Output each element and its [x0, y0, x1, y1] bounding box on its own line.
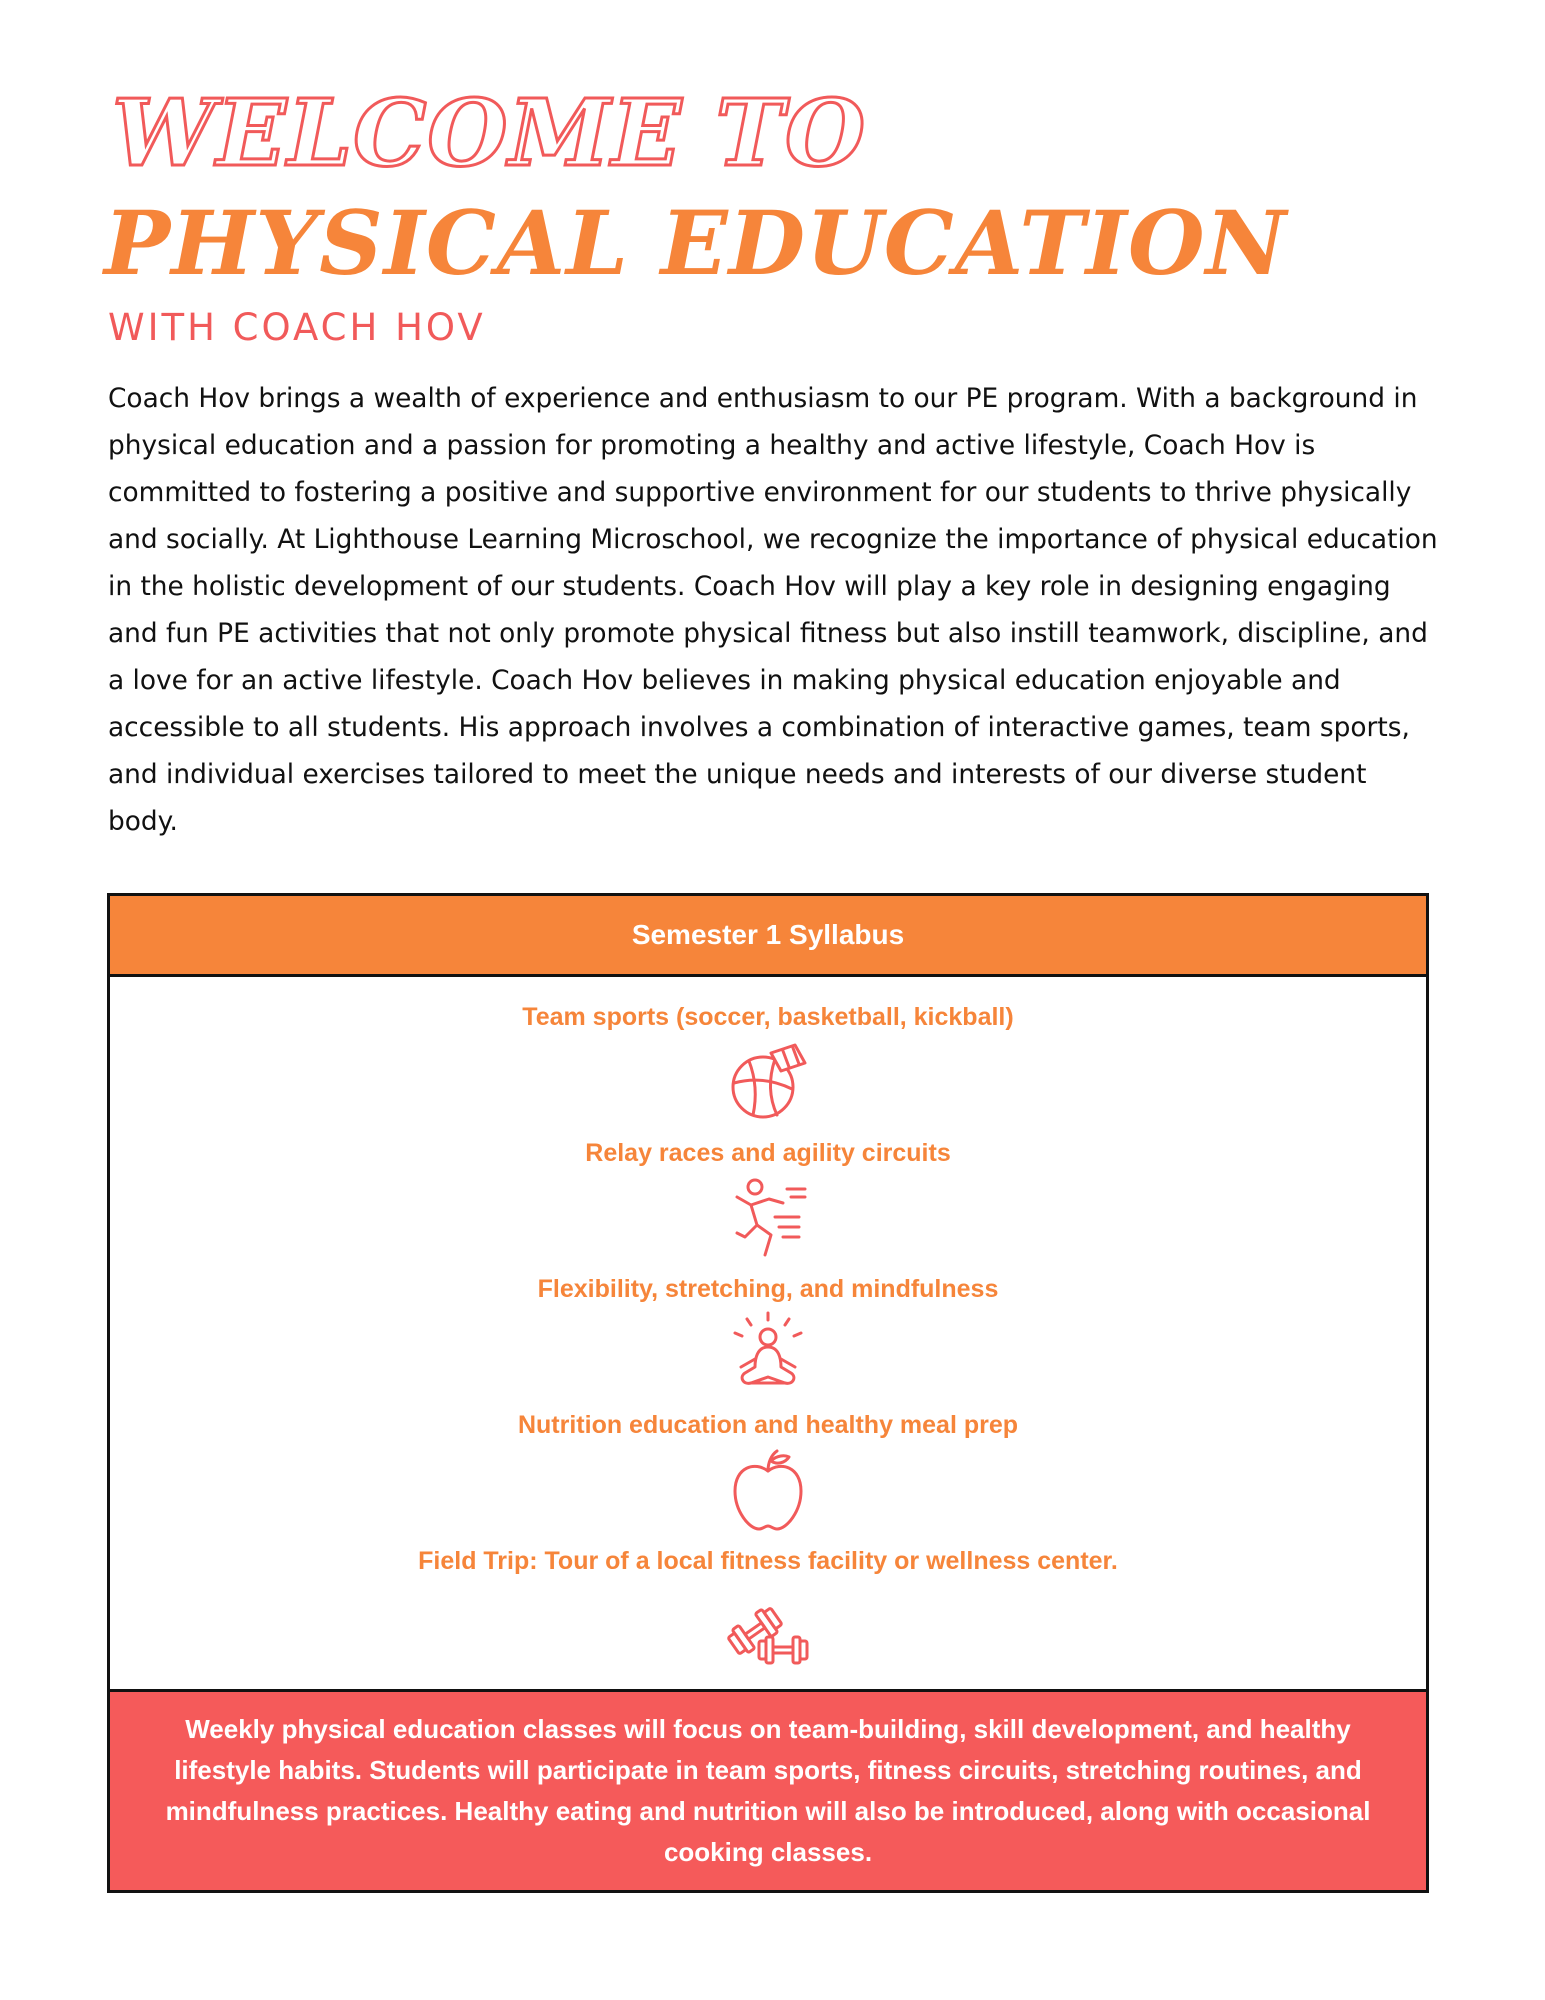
syllabus-item-nutrition — [518, 1407, 1018, 1543]
syllabus-item-label: Nutrition education and healthy meal prep — [517, 1411, 1019, 1439]
syllabus-box — [107, 893, 1429, 1893]
title-welcome: WELCOME TO — [112, 79, 867, 187]
sports-balls-icon — [725, 1039, 811, 1125]
intro-paragraph: Coach Hov brings a wealth of experience and enthusiasm to our PE program. With a background in physical education and a passion for promoting a healthy and active lifestyle, Coach Hov is committed to fostering a positive and supportive environment for our students to thrive physically and socially. At Lighthouse Learning Microschool, we recognize the importance of physical education in the holistic development of our students. Coach Hov will play a key role in designing engaging and fun PE activities that not only promote physical fitness but also instill teamwork, discipline, and a love for an active lifestyle. Coach Hov believes in making physical education enjoyable and accessible to all students. His approach involves a combination of interactive games, team sports, and individual exercises tailored to meet the unique needs and interests of our diverse student body. — [108, 383, 1438, 837]
meditation-icon — [725, 1311, 811, 1397]
subtitle-coach: WITH COACH HOV — [108, 306, 486, 349]
syllabus-item-label: Relay races and agility circuits — [585, 1139, 951, 1167]
syllabus-item-relay-races — [585, 1135, 950, 1271]
syllabus-item-label: Field Trip: Tour of a local fitness facility or wellness center. — [418, 1547, 1118, 1575]
title-physical-education: PHYSICAL EDUCATION — [104, 191, 1288, 295]
syllabus-list — [110, 977, 1426, 1689]
syllabus-item-label: Flexibility, stretching, and mindfulness — [537, 1275, 999, 1303]
runner-icon — [725, 1175, 811, 1261]
syllabus-heading: Semester 1 Syllabus — [110, 896, 1426, 977]
apple-icon — [725, 1447, 811, 1533]
syllabus-item-team-sports — [522, 999, 1013, 1135]
syllabus-item-field-trip — [418, 1543, 1118, 1679]
syllabus-item-flexibility — [538, 1271, 999, 1407]
syllabus-footer-summary: Weekly physical education classes will focus on team-building, skill development, and healthy lifestyle habits. Students will participate in team sports, fitness circuits, stretching routines, and mindfulness practices. Healthy eating and nutrition will also be introduced, along with occasional cooking classes. — [110, 1689, 1426, 1890]
dumbbells-icon — [725, 1583, 811, 1669]
syllabus-item-label: Team sports (soccer, basketball, kickball) — [522, 1003, 1014, 1031]
